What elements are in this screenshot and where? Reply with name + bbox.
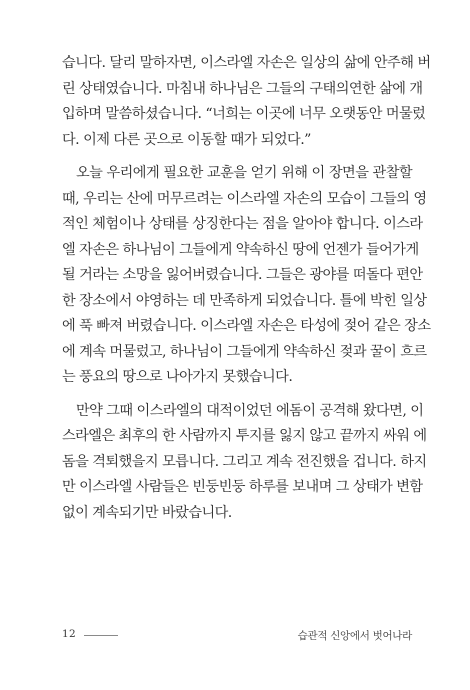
text-line: 다. 이제 다른 곳으로 이동할 때가 되었다.”	[62, 131, 311, 148]
page-footer	[62, 628, 412, 644]
text-line: 돔을 격퇴했을지 모릅니다. 그리고 계속 전진했을 겁니다. 하지	[62, 453, 427, 470]
paragraph	[62, 161, 431, 391]
text-line: 한 장소에서 야영하는 데 만족하게 되었습니다. 틀에 박힌 일상	[62, 292, 427, 309]
paragraph	[62, 51, 431, 153]
running-title: 습관적 신앙에서 벗어나라	[297, 630, 412, 642]
text-line: 에 푹 빠져 버렸습니다. 이스라엘 자손은 타성에 젖어 같은 장소	[62, 318, 431, 334]
text-line: 만약 그때 이스라엘의 대적이었던 에돔이 공격해 왔다면, 이	[76, 402, 424, 419]
text-line: 없이 계속되기만 바랐습니다.	[62, 504, 232, 521]
text-line: 에 계속 머물렀고, 하나님이 그들에게 약속하신 젖과 꿀이 흐르	[62, 343, 427, 360]
text-line: 만 이스라엘 사람들은 빈둥빈둥 하루를 보내며 그 상태가 변함	[62, 479, 423, 495]
text-line: 는 풍요의 땅으로 나아가지 못했습니다.	[62, 369, 293, 385]
text-line: 오늘 우리에게 필요한 교훈을 얻기 위해 이 장면을 관찰할	[76, 165, 412, 181]
text-line: 때, 우리는 산에 머무르려는 이스라엘 자손의 모습이 그들의 영	[62, 190, 427, 207]
paragraph	[62, 399, 427, 527]
text-line: 엘 자손은 하나님이 그들에게 약속하신 땅에 언젠가 들어가게	[62, 241, 419, 258]
text-line: 입하며 말씀하셨습니다. “너희는 이곳에 너무 오랫동안 머물렀	[62, 106, 426, 122]
text-line: 될 거라는 소망을 잃어버렸습니다. 그들은 광야를 떠돌다 편안	[62, 267, 423, 283]
text-line: 린 상태였습니다. 마침내 하나님은 그들의 구태의연한 삶에 개	[62, 80, 423, 97]
text-line: 스라엘은 최후의 한 사람까지 투지를 잃지 않고 끝까지 싸워 에	[62, 428, 427, 444]
text-line: 습니다. 달리 말하자면, 이스라엘 자손은 일상의 삶에 안주해 버	[62, 55, 431, 71]
text-line: 적인 체험이나 상태를 상징한다는 점을 알아야 합니다. 이스라	[62, 216, 423, 232]
footer-divider	[84, 635, 118, 636]
body-text	[62, 51, 431, 526]
page-number: 12	[62, 628, 76, 640]
